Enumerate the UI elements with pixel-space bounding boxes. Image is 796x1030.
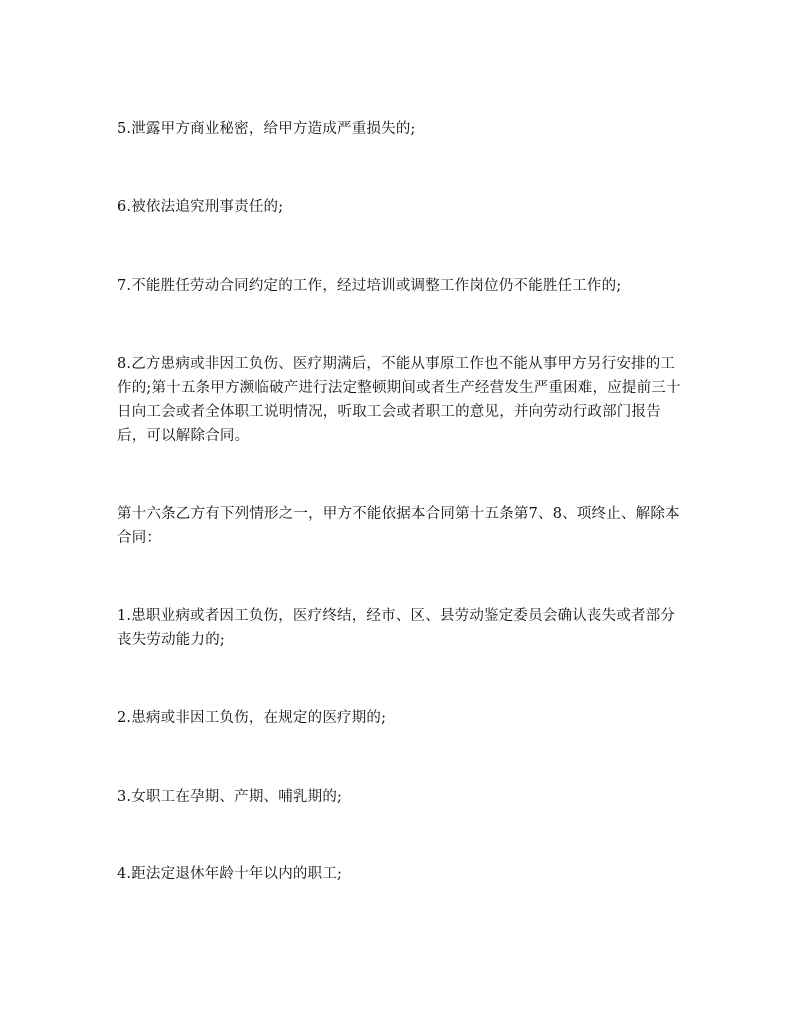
article-16-item-2: 2.患病或非因工负伤，在规定的医疗期的;	[117, 710, 387, 726]
article-16-intro: 第十六条乙方有下列情形之一，甲方不能依据本合同第十五条第7、8、项终止、解除本合同：	[117, 506, 680, 546]
article-16-item-4: 4.距法定退休年龄十年以内的职工;	[117, 866, 343, 882]
clause-8-illness-and-article-15: 8.乙方患病或非因工负伤、医疗期满后，不能从事原工作也不能从事甲方另行安排的工作的;第十五条甲方濒临破产进行法定整顿期间或者生产经营发生严重困难，应提前三十日向工会或者全体职工说明情况，听取工会或者职工的意见，并向劳动行政部门报告后，可以解除合同。	[117, 356, 681, 444]
article-16-item-3: 3.女职工在孕期、产期、哺乳期的;	[117, 789, 343, 805]
article-16-item-1: 1.患职业病或者因工负伤，医疗终结，经市、区、县劳动鉴定委员会确认丧失或者部分丧失劳动能力的;	[117, 608, 676, 648]
clause-6-criminal-liability: 6.被依法追究刑事责任的;	[117, 199, 284, 215]
clause-7-incompetent: 7.不能胜任劳动合同约定的工作，经过培训或调整工作岗位仍不能胜任工作的;	[117, 278, 622, 294]
clause-5-leak-secrets: 5.泄露甲方商业秘密，给甲方造成严重损失的;	[117, 121, 416, 137]
